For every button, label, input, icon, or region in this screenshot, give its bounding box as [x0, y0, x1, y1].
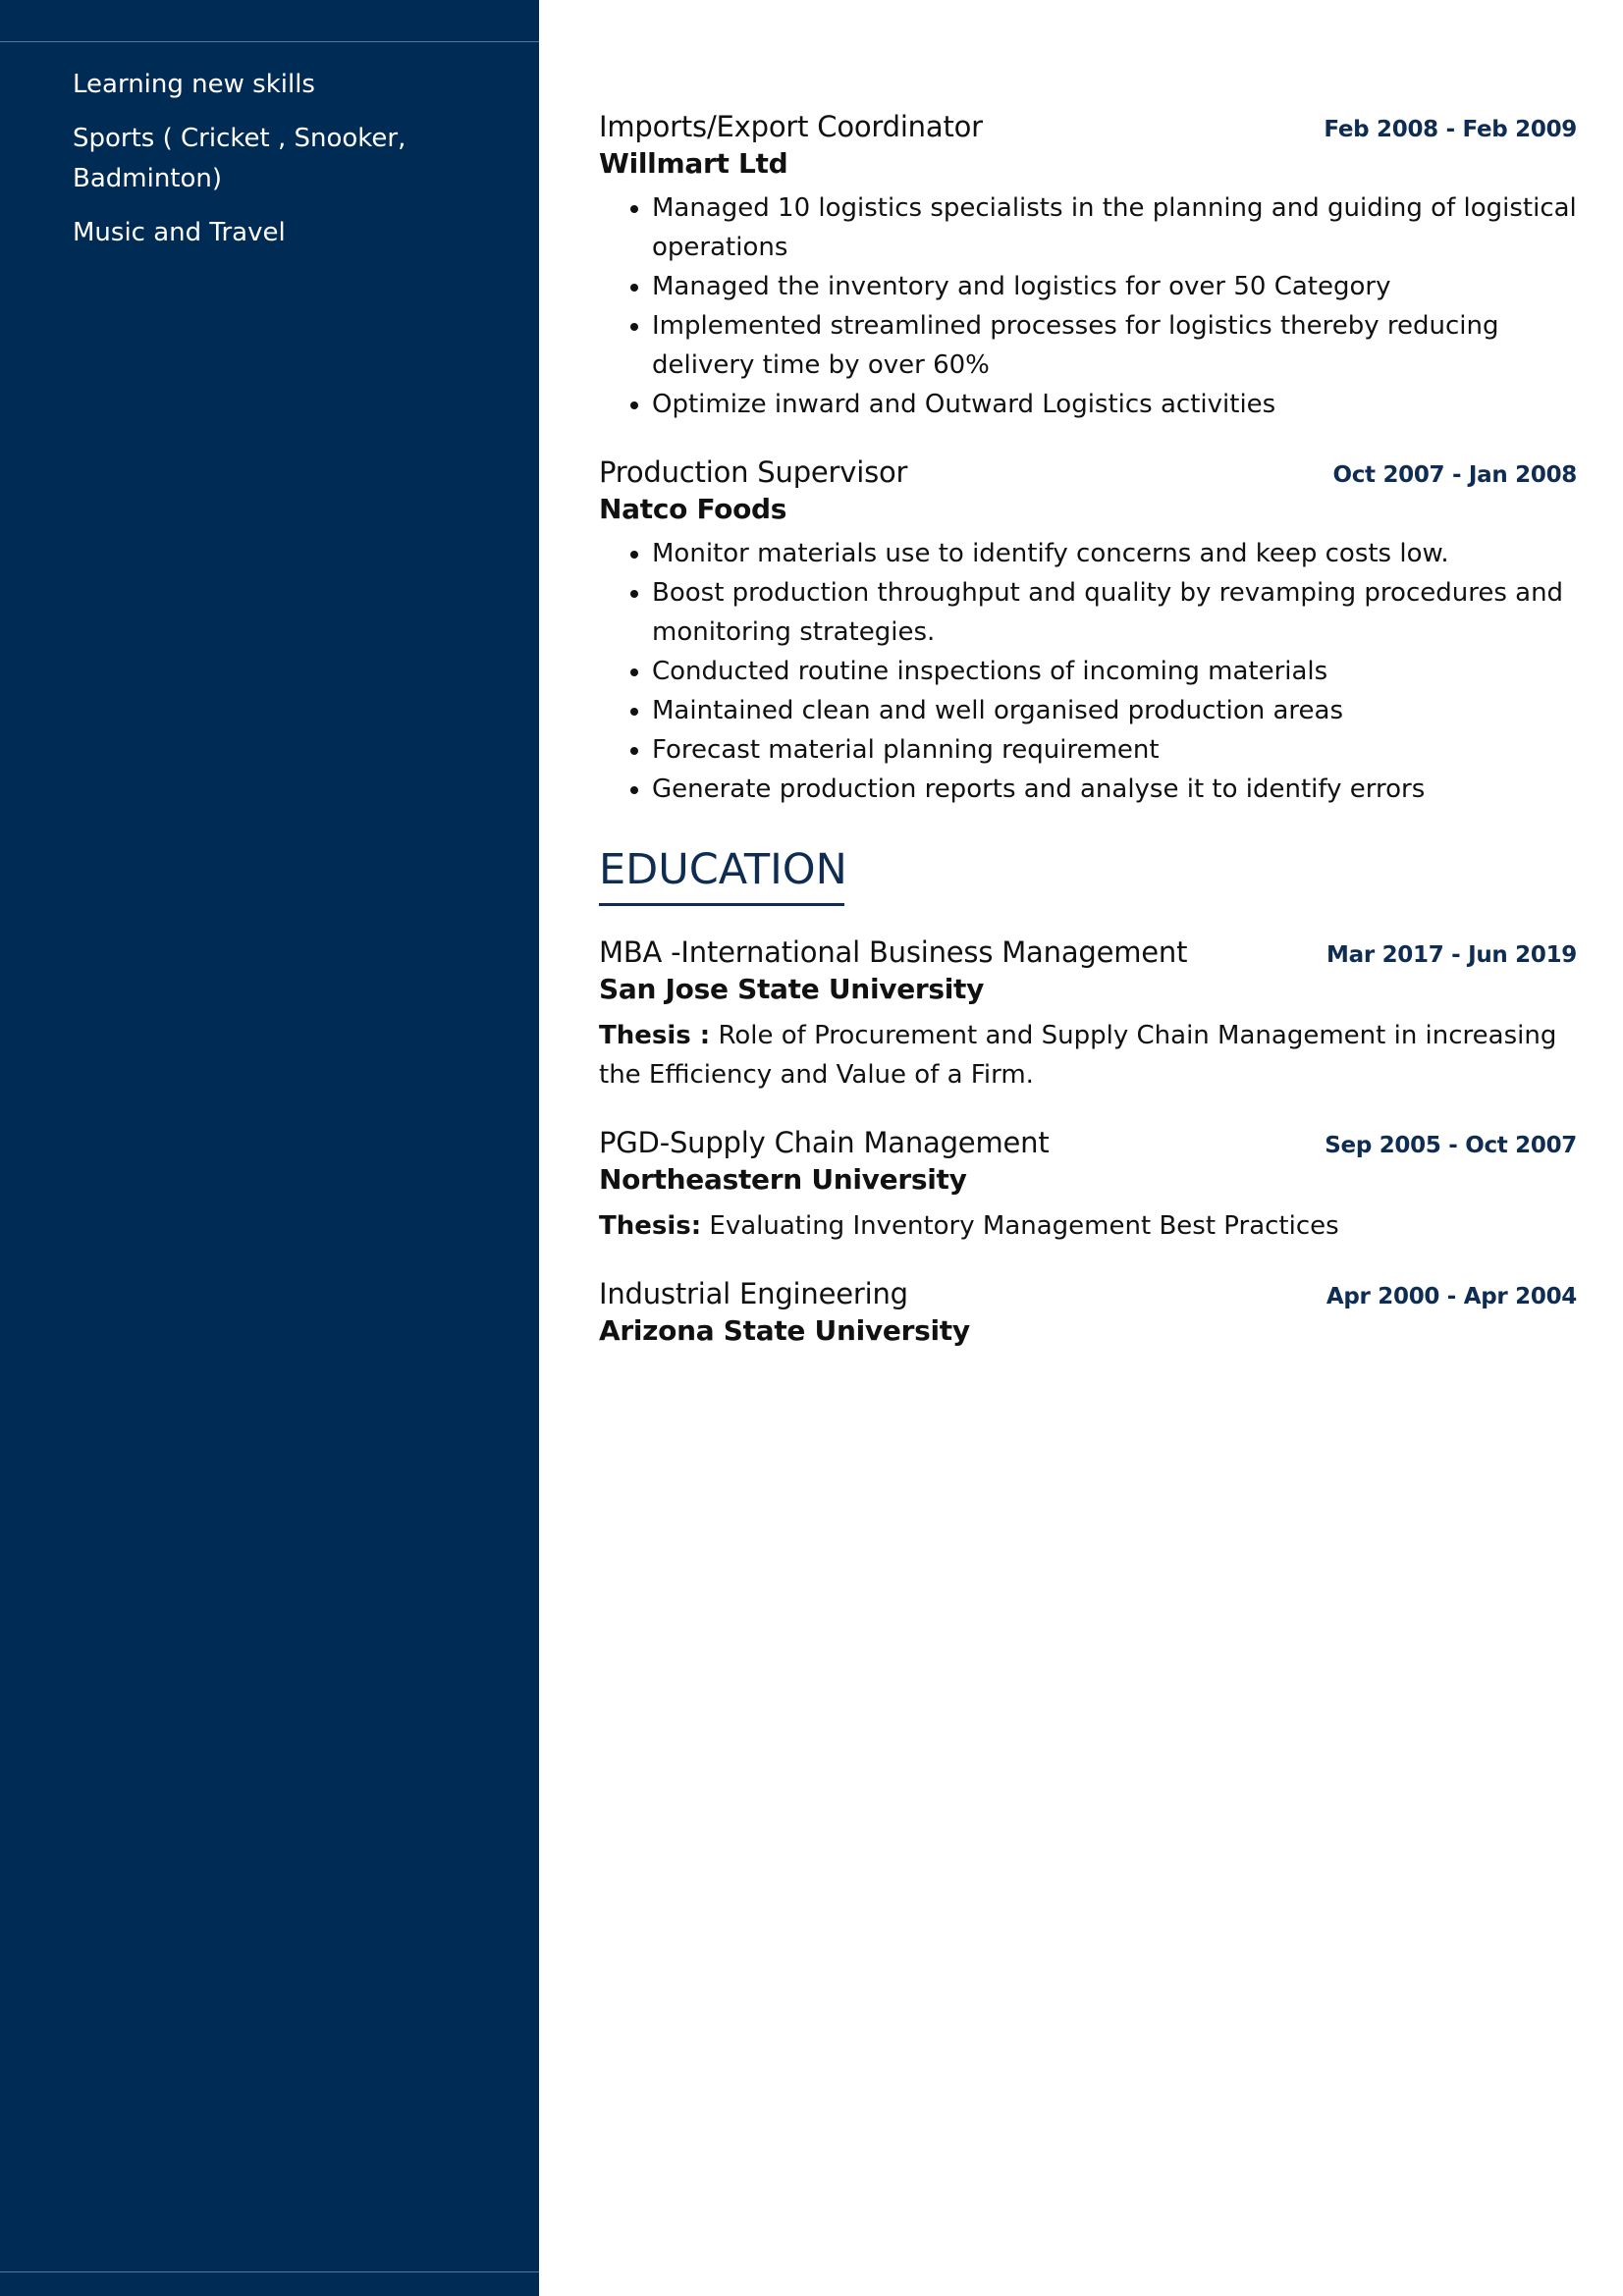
interests-list — [73, 65, 505, 267]
bullet-item: • Monitor materials use to identify concerns and keep costs low. — [652, 534, 1577, 573]
bullet-item: • Optimize inward and Outward Logistics activities — [652, 385, 1577, 424]
education-entry — [599, 934, 1577, 1095]
main-content — [599, 108, 1577, 1379]
education-date: Sep 2005 - Oct 2007 — [1325, 1133, 1577, 1158]
thesis-label: Thesis: — [599, 1211, 702, 1241]
section-underline — [599, 903, 844, 906]
degree-title: PGD-Supply Chain Management — [599, 1126, 1050, 1159]
education-entry — [599, 1275, 1577, 1350]
section-title-education: EDUCATION — [599, 845, 847, 894]
bullet-item: • Forecast material planning requirement — [652, 730, 1577, 770]
thesis-text: Role of Procurement and Supply Chain Management in increasing the Efficiency and Value of a Firm. — [599, 1021, 1557, 1090]
bullet-list — [599, 534, 1577, 809]
bullet-item: • Managed 10 logistics specialists in the planning and guiding of logistical operations — [652, 188, 1577, 267]
degree-title: MBA -International Business Management — [599, 935, 1188, 969]
education-entry — [599, 1124, 1577, 1246]
experience-entry — [599, 454, 1577, 809]
bullet-item: • Maintained clean and well organised production areas — [652, 691, 1577, 730]
degree-title: Industrial Engineering — [599, 1277, 908, 1310]
thesis-label: Thesis : — [599, 1021, 711, 1050]
job-title: Imports/Export Coordinator — [599, 110, 983, 143]
thesis — [599, 1016, 1577, 1095]
bullet-item: • Conducted routine inspections of incoming materials — [652, 652, 1577, 691]
sidebar — [0, 0, 539, 2296]
school-name: Arizona State University — [599, 1314, 970, 1347]
bullet-item: • Managed the inventory and logistics for over 50 Category — [652, 267, 1577, 306]
job-title: Production Supervisor — [599, 455, 908, 489]
company-name: Natco Foods — [599, 493, 787, 525]
experience-entry — [599, 108, 1577, 424]
job-date: Oct 2007 - Jan 2008 — [1332, 462, 1577, 488]
company-name: Willmart Ltd — [599, 147, 788, 180]
education-date: Mar 2017 - Jun 2019 — [1326, 942, 1577, 968]
divider — [0, 41, 539, 42]
bullet-item: • Generate production reports and analyse it to identify errors — [652, 770, 1577, 809]
bullet-list — [599, 188, 1577, 424]
interest-item: Learning new skills — [73, 70, 315, 99]
job-date: Feb 2008 - Feb 2009 — [1324, 117, 1577, 142]
school-name: San Jose State University — [599, 973, 985, 1005]
bullet-item: • Implemented streamlined processes for logistics thereby reducing delivery time by over 60% — [652, 306, 1577, 385]
interest-item: Sports ( Cricket , Snooker, Badminton) — [73, 124, 406, 193]
bullet-item: • Boost production throughput and quality by revamping procedures and monitoring strategies. — [652, 573, 1577, 652]
interest-item: Music and Travel — [73, 218, 286, 247]
school-name: Northeastern University — [599, 1163, 967, 1196]
divider — [0, 2271, 539, 2272]
thesis — [599, 1206, 1577, 1246]
education-date: Apr 2000 - Apr 2004 — [1325, 1284, 1577, 1309]
thesis-text: Evaluating Inventory Management Best Practices — [701, 1211, 1339, 1241]
